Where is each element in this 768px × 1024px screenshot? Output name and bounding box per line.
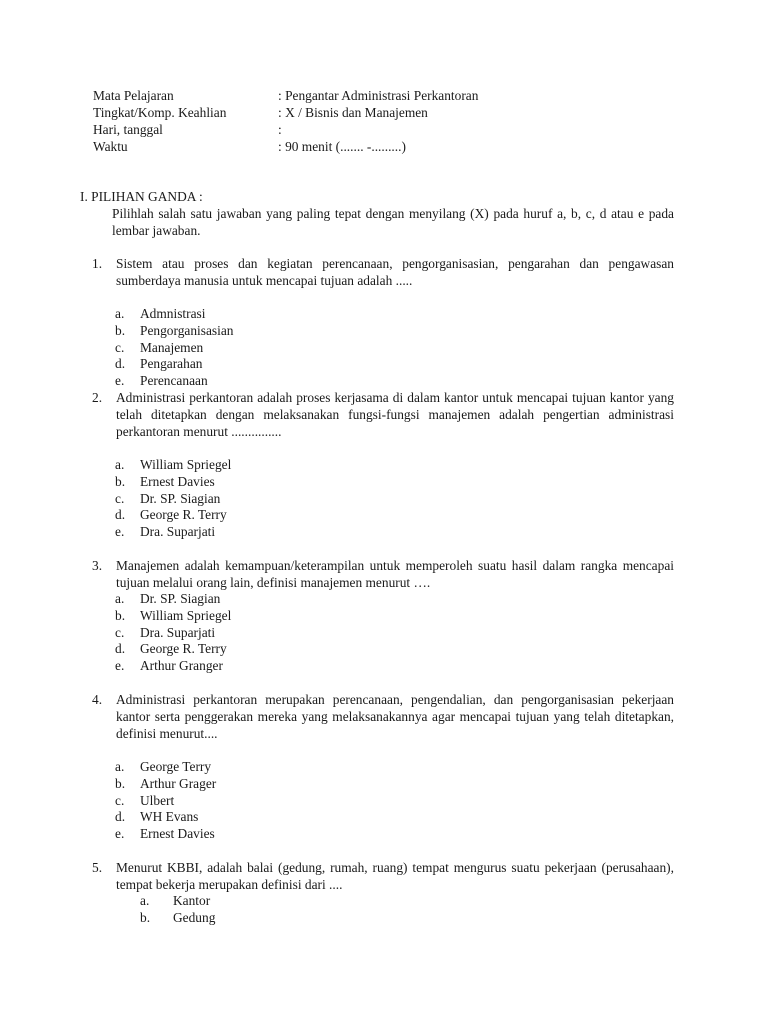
- option-letter: e.: [115, 524, 125, 540]
- option-text: Kantor: [173, 893, 211, 908]
- option-text: George R. Terry: [140, 641, 227, 657]
- header-label-level: Tingkat/Komp. Keahlian: [93, 105, 227, 120]
- option-letter: a.: [140, 893, 150, 908]
- option-text: Admnistrasi: [140, 306, 206, 321]
- option-text: Pengorganisasian: [140, 322, 234, 338]
- header-label-date: Hari, tanggal: [93, 122, 163, 137]
- question-text: Sistem atau proses dan kegiatan perencanaan, pengorganisasian, pengarahan dan pengawasan sumberdaya manusia untuk mencapai tujuan adalah .....: [116, 256, 674, 288]
- question-number: 4.: [92, 692, 103, 707]
- option-text: WH Evans: [140, 809, 199, 825]
- option-text: George Terry: [140, 759, 212, 774]
- question-number: 5.: [92, 860, 103, 875]
- question-text: Manajemen adalah kemampuan/keterampilan untuk memperoleh suatu hasil dalam rangka mencapai tujuan melalui orang lain, definisi manajemen menurut ….: [116, 558, 674, 590]
- question-2: [92, 390, 674, 440]
- option-letter: d.: [115, 356, 126, 372]
- option-letter: d.: [115, 809, 126, 825]
- question-3: [92, 558, 674, 592]
- option-letter: c.: [115, 624, 125, 640]
- option-text: Manajemen: [140, 339, 204, 355]
- option-letter: a.: [115, 457, 125, 472]
- option-text: Arthur Granger: [140, 658, 223, 674]
- option-letter: c.: [115, 792, 125, 808]
- option-text: Ernest Davies: [140, 826, 215, 842]
- question-number: 3.: [92, 558, 103, 573]
- question-number: 2.: [92, 390, 103, 405]
- option-text: Pengarahan: [140, 356, 203, 372]
- option-letter: b.: [115, 607, 126, 623]
- option-text: Arthur Grager: [140, 775, 217, 791]
- option-text: Dra. Suparjati: [140, 524, 216, 540]
- option-text: Dr. SP. Siagian: [140, 490, 221, 506]
- option-text: William Spriegel: [140, 607, 232, 623]
- option-letter: b.: [115, 473, 126, 489]
- section-instruction: Pilihlah salah satu jawaban yang paling tepat dengan menyilang (X) pada huruf a, b, c, d atau e pada lembar jawaban.: [112, 206, 674, 238]
- question-4: [92, 692, 674, 742]
- section-title: I. PILIHAN GANDA :: [80, 189, 203, 204]
- option-letter: c.: [115, 339, 125, 355]
- option-text: Dra. Suparjati: [140, 624, 216, 640]
- option-letter: a.: [115, 591, 125, 606]
- option-letter: b.: [115, 775, 126, 791]
- option-letter: e.: [115, 658, 125, 674]
- header-value-time: : 90 menit (....... -.........): [278, 139, 406, 154]
- question-text: Administrasi perkantoran adalah proses kerjasama di dalam kantor untuk mencapai tujuan kantor yang telah ditetapkan dengan melaksanakan fungsi-fungsi manajemen adalah pengertian administrasi perkantoran menurut ...............: [116, 390, 674, 439]
- option-letter: a.: [115, 759, 125, 774]
- header-value-date: :: [278, 122, 282, 137]
- header-label-time: Waktu: [93, 139, 128, 154]
- option-letter: b.: [115, 322, 126, 338]
- option-text: Dr. SP. Siagian: [140, 591, 221, 606]
- question-number: 1.: [92, 256, 103, 271]
- question-1: [92, 256, 674, 290]
- option-letter: e.: [115, 373, 125, 389]
- option-text: Ernest Davies: [140, 473, 215, 489]
- option-text: Perencanaan: [140, 373, 208, 389]
- option-text: William Spriegel: [140, 457, 232, 472]
- option-letter: e.: [115, 826, 125, 842]
- option-letter: c.: [115, 490, 125, 506]
- question-text: Menurut KBBI, adalah balai (gedung, rumah, ruang) tempat mengurus suatu pekerjaan (perusahaan), tempat bekerja merupakan definisi dari ....: [116, 860, 674, 892]
- question-5: [92, 860, 674, 894]
- option-letter: d.: [115, 507, 126, 523]
- option-letter: b.: [140, 909, 151, 925]
- option-text: Gedung: [173, 909, 216, 925]
- header-value-level: : X / Bisnis dan Manajemen: [278, 105, 428, 120]
- option-text: Ulbert: [140, 792, 175, 808]
- option-letter: d.: [115, 641, 126, 657]
- header-value-subject: : Pengantar Administrasi Perkantoran: [278, 88, 479, 103]
- option-letter: a.: [115, 306, 125, 321]
- question-text: Administrasi perkantoran merupakan perencanaan, pengendalian, dan pengorganisasian pekerjaan kantor serta penggerakan mereka yang melaksanakannya agar mencapai tujuan yang telah ditetapkan, definisi menurut....: [116, 692, 674, 741]
- header-label-subject: Mata Pelajaran: [93, 88, 174, 103]
- option-text: George R. Terry: [140, 507, 227, 523]
